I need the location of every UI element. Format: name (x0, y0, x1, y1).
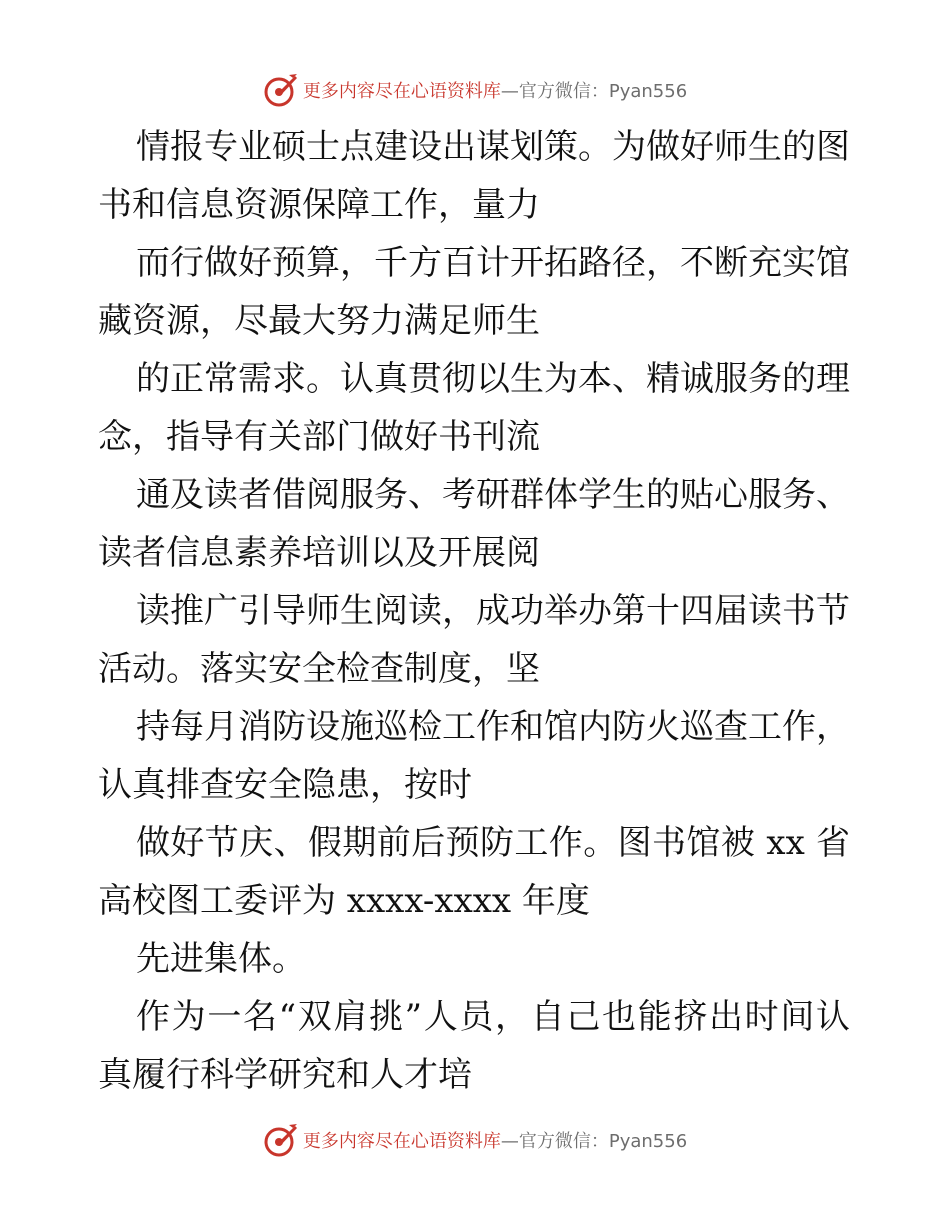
page-footer-watermark (0, 1120, 950, 1160)
text-line: 而行做好预算，千方百计开拓路径，不断充实馆 (136, 243, 850, 283)
page-header-watermark (0, 70, 950, 110)
watermark-main: 更多内容尽在心语资料库 (302, 1131, 501, 1152)
text-line: 通及读者借阅服务、考研群体学生的贴心服务、 (136, 475, 850, 515)
watermark-text (303, 1127, 687, 1153)
quill-logo-icon (263, 72, 299, 108)
text-line: 藏资源，尽最大努力满足师生 (98, 301, 540, 341)
watermark-sub: —官方微信：Pyan556 (500, 81, 688, 102)
quill-logo-icon (263, 1122, 299, 1158)
text-line: 念，指导有关部门做好书刊流 (98, 417, 540, 457)
text-line: 的正常需求。认真贯彻以生为本、精诚服务的理 (136, 359, 850, 399)
text-line: 书和信息资源保障工作，量力 (98, 185, 540, 225)
watermark-sub: —官方微信：Pyan556 (500, 1131, 688, 1152)
document-body (98, 118, 858, 1104)
text-line: 高校图工委评为 xxxx-xxxx 年度 (98, 881, 590, 921)
text-line: 先进集体。 (136, 939, 306, 979)
text-line: 做好节庆、假期前后预防工作。图书馆被 xx 省 (136, 823, 850, 863)
text-line: 作为一名“双肩挑”人员，自己也能挤出时间认 (136, 997, 850, 1037)
text-line: 活动。落实安全检查制度，坚 (98, 649, 540, 689)
text-line: 读者信息素养培训以及开展阅 (98, 533, 540, 573)
text-line: 认真排查安全隐患，按时 (98, 765, 472, 805)
text-line: 情报专业硕士点建设出谋划策。为做好师生的图 (136, 127, 850, 167)
text-line: 真履行科学研究和人才培 (98, 1055, 472, 1095)
text-line: 持每月消防设施巡检工作和馆内防火巡查工作， (136, 707, 850, 747)
watermark-text (303, 77, 687, 103)
text-line: 读推广引导师生阅读，成功举办第十四届读书节 (136, 591, 850, 631)
watermark-main: 更多内容尽在心语资料库 (302, 81, 501, 102)
